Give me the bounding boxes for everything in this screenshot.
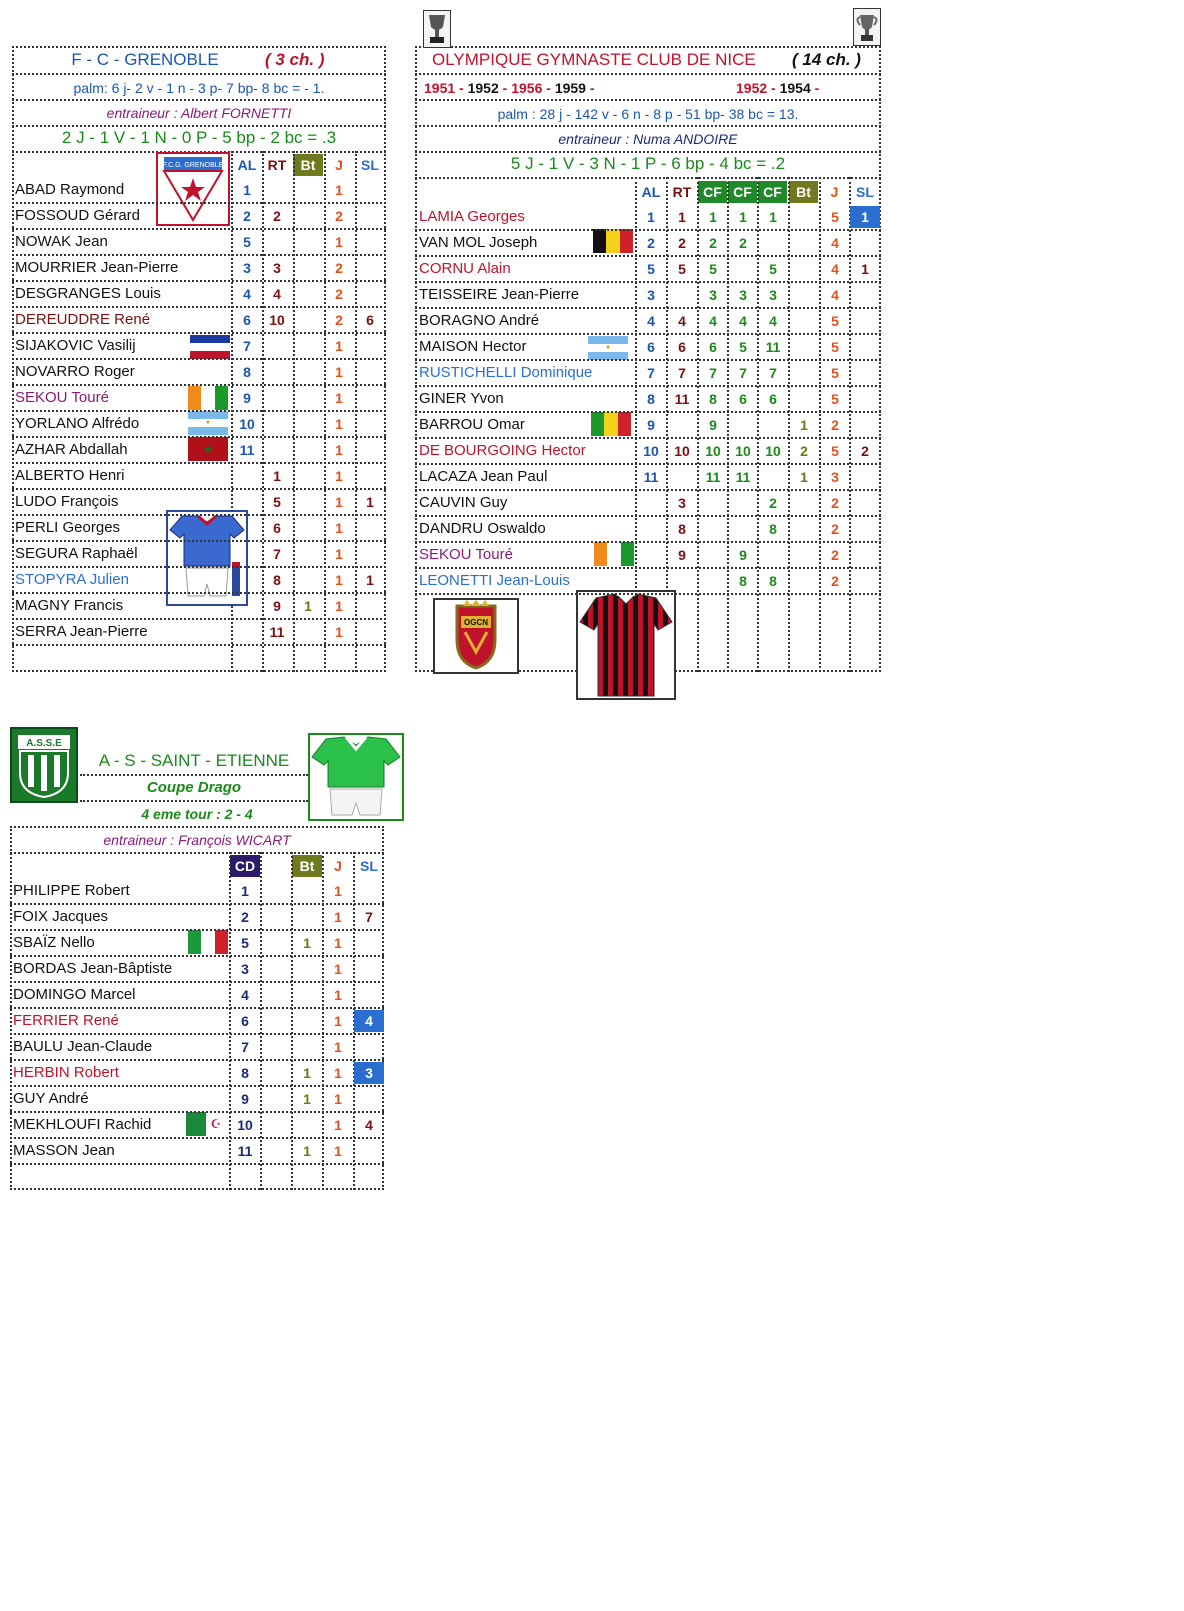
stetienne-col-bt: Bt — [292, 855, 322, 877]
cell-j: 1 — [334, 1091, 342, 1107]
cell-al: 9 — [243, 390, 251, 406]
player-name: GUY André — [13, 1090, 89, 1107]
cell-cf2: 11 — [735, 469, 751, 485]
cell-j: 2 — [831, 547, 839, 563]
player-name: DANDRU Oswaldo — [419, 520, 546, 537]
cell-cd: 11 — [237, 1143, 253, 1159]
cell-j: 1 — [335, 598, 343, 614]
cell-al: 8 — [647, 391, 655, 407]
grenoble-coach: entraineur : Albert FORNETTI — [106, 105, 292, 121]
player-name: LACAZA Jean Paul — [419, 468, 548, 485]
grenoble-champ: ( 3 ch. ) — [265, 50, 325, 69]
player-name: YORLANO Alfrédo — [15, 415, 140, 432]
player-name: MASSON Jean — [13, 1142, 115, 1159]
player-name: NOWAK Jean — [15, 233, 108, 250]
cell-sl: 6 — [366, 312, 374, 328]
cell-j: 1 — [334, 1013, 342, 1029]
cell-cd: 7 — [241, 1039, 249, 1055]
nice-champ: ( 14 ch. ) — [792, 50, 861, 69]
cell-cf3: 1 — [769, 209, 777, 225]
nice-jersey — [576, 590, 676, 700]
cell-j: 1 — [334, 961, 342, 977]
cell-cf2: 1 — [739, 209, 747, 225]
cell-cf1: 11 — [705, 469, 721, 485]
player-name: ALBERTO Henri — [15, 467, 125, 484]
cell-j: 1 — [335, 338, 343, 354]
cell-j: 2 — [831, 573, 839, 589]
grenoble-title: F - C - GRENOBLE — [71, 50, 219, 69]
nice-col-cf1: CF — [698, 181, 727, 203]
cell-j: 5 — [831, 443, 839, 459]
cell-j: 2 — [335, 312, 343, 328]
argentina-flag: ● — [188, 411, 228, 435]
cell-cd: 9 — [241, 1091, 249, 1107]
cell-al: 6 — [243, 312, 251, 328]
grenoble-col-bt: Bt — [293, 154, 323, 176]
player-name: ABAD Raymond — [15, 181, 125, 198]
stetienne-cup: Coupe Drago — [146, 779, 242, 796]
cell-rt: 10 — [674, 443, 690, 459]
cell-j: 1 — [335, 572, 343, 588]
cell-rt: 5 — [273, 494, 281, 510]
cell-rt: 8 — [678, 521, 686, 537]
player-name: RUSTICHELLI Dominique — [419, 364, 593, 381]
trophy-icon-right — [853, 8, 881, 46]
nice-coach: entraineur : Numa ANDOIRE — [558, 131, 738, 147]
cell-al: 10 — [239, 416, 255, 432]
cell-j: 2 — [335, 286, 343, 302]
cell-rt: 1 — [678, 209, 686, 225]
cell-j: 1 — [335, 520, 343, 536]
player-name: SEKOU Touré — [15, 389, 109, 406]
cell-cf3: 11 — [765, 339, 781, 355]
cell-cd: 3 — [241, 961, 249, 977]
cell-j: 2 — [831, 521, 839, 537]
cell-rt: 3 — [678, 495, 686, 511]
grenoble-col-sl: SL — [361, 157, 379, 173]
cell-cf2: 7 — [739, 365, 747, 381]
stetienne-crest-text: A.S.S.E — [26, 738, 62, 749]
nice-palm: palm : 28 j - 142 v - 6 n - 8 p - 51 bp- 38 bc = 13. — [497, 106, 799, 122]
cell-rt: 7 — [273, 546, 281, 562]
cell-j: 5 — [831, 391, 839, 407]
trophy-icon-left — [423, 10, 451, 48]
cell-al: 5 — [647, 261, 655, 277]
player-name: LUDO François — [15, 493, 119, 510]
cell-cf1: 2 — [709, 235, 717, 251]
cell-j: 1 — [334, 1143, 342, 1159]
cell-cd: 4 — [241, 987, 249, 1003]
cell-j: 2 — [335, 260, 343, 276]
nice-years-right: 1952 - 1954 - — [736, 80, 820, 96]
cell-cf1: 4 — [709, 313, 717, 329]
cell-cd: 6 — [241, 1013, 249, 1029]
cell-rt: 11 — [269, 624, 285, 640]
cell-al: 10 — [643, 443, 659, 459]
nice-col-cf3: CF — [758, 181, 787, 203]
player-name: DOMINGO Marcel — [13, 986, 136, 1003]
cell-cf3: 8 — [769, 521, 777, 537]
cell-bt: 1 — [304, 598, 312, 614]
cell-bt: 1 — [800, 417, 808, 433]
nice-col-sl: SL — [856, 184, 874, 200]
cell-cf2: 9 — [739, 547, 747, 563]
cell-bt: 1 — [303, 1143, 311, 1159]
cell-j: 1 — [334, 909, 342, 925]
nice-col-al: AL — [641, 184, 661, 200]
player-name: DESGRANGES Louis — [15, 285, 161, 302]
player-name: PHILIPPE Robert — [13, 882, 130, 899]
grenoble-crest — [156, 152, 230, 226]
cell-al: 11 — [643, 469, 659, 485]
cell-j: 5 — [831, 209, 839, 225]
cell-cf2: 5 — [739, 339, 747, 355]
algeria-flag: ☪ — [186, 1112, 226, 1136]
player-name: LAMIA Georges — [419, 208, 525, 225]
cell-j: 1 — [334, 1039, 342, 1055]
grenoble-record: 2 J - 1 V - 1 N - 0 P - 5 bp - 2 bc = .3 — [61, 128, 337, 147]
yugoslavia-flag — [190, 335, 230, 359]
player-name: MOURRIER Jean-Pierre — [15, 259, 179, 276]
player-name: CORNU Alain — [419, 260, 511, 277]
player-name: BORDAS Jean-Bâptiste — [13, 960, 173, 977]
cell-rt: 10 — [269, 312, 285, 328]
cell-bt: 1 — [303, 935, 311, 951]
cell-j: 3 — [831, 469, 839, 485]
cell-cd: 1 — [241, 883, 249, 899]
player-name: STOPYRA Julien — [15, 571, 129, 588]
player-name: SEGURA Raphaël — [15, 545, 138, 562]
cell-j: 5 — [831, 365, 839, 381]
cell-cf1: 7 — [709, 365, 717, 381]
cell-sl: 7 — [365, 909, 373, 925]
cell-j: 1 — [334, 935, 342, 951]
nice-crest-text: OGCN — [464, 618, 488, 627]
grenoble-col-rt: RT — [267, 157, 287, 173]
cell-j: 1 — [335, 546, 343, 562]
cell-bt: 2 — [800, 443, 808, 459]
cell-rt: 7 — [678, 365, 686, 381]
cell-al: 11 — [239, 442, 255, 458]
cell-bt: 1 — [800, 469, 808, 485]
cell-sl: 4 — [354, 1010, 384, 1032]
cell-sl: 2 — [861, 443, 869, 459]
cell-cf3: 8 — [769, 573, 777, 589]
cell-rt: 6 — [273, 520, 281, 536]
cell-rt: 9 — [273, 598, 281, 614]
cell-cf3: 3 — [769, 287, 777, 303]
player-name: NOVARRO Roger — [15, 363, 135, 380]
argentina-flag-nice: ● — [588, 336, 628, 360]
belgium-flag — [593, 229, 633, 253]
player-name: DE BOURGOING Hector — [419, 442, 586, 459]
grenoble-crest-text: F.C.G. GRENOBLE — [162, 162, 224, 169]
grenoble-col-al: AL — [237, 157, 257, 173]
cell-j: 1 — [335, 182, 343, 198]
cell-cf2: 3 — [739, 287, 747, 303]
player-name: LEONETTI Jean-Louis — [419, 572, 570, 589]
player-name: CAUVIN Guy — [419, 494, 508, 511]
stetienne-round: 4 eme tour : 2 - 4 — [141, 806, 253, 822]
cell-al: 4 — [243, 286, 251, 302]
cell-al: 2 — [647, 235, 655, 251]
cell-al: 4 — [647, 313, 655, 329]
cell-rt: 3 — [273, 260, 281, 276]
cell-bt: 1 — [303, 1065, 311, 1081]
cell-cf1: 10 — [705, 443, 721, 459]
nice-years-left: 1951 - 1952 - 1956 - 1959 - — [424, 80, 595, 96]
stetienne-col-sl: SL — [360, 858, 378, 874]
cell-cf3: 7 — [769, 365, 777, 381]
nice-col-j: J — [830, 184, 839, 200]
cell-sl: 1 — [366, 494, 374, 510]
player-name: FOSSOUD Gérard — [15, 207, 141, 224]
cell-rt: 5 — [678, 261, 686, 277]
stetienne-coach: entraineur : François WICART — [103, 832, 291, 848]
cell-sl: 1 — [861, 261, 869, 277]
cell-j: 1 — [335, 364, 343, 380]
cell-rt: 6 — [678, 339, 686, 355]
cell-j: 1 — [334, 987, 342, 1003]
cell-j: 1 — [335, 468, 343, 484]
cell-rt: 9 — [678, 547, 686, 563]
player-name: SIJAKOVIC Vasilij — [15, 337, 136, 354]
nice-record: 5 J - 1 V - 3 N - 1 P - 6 bp - 4 bc = .2 — [510, 154, 786, 173]
cell-j: 1 — [335, 494, 343, 510]
cell-j: 1 — [335, 234, 343, 250]
cell-al: 3 — [243, 260, 251, 276]
cell-sl: 4 — [365, 1117, 373, 1133]
player-name: AZHAR Abdallah — [15, 441, 128, 458]
nice-col-rt: RT — [672, 184, 692, 200]
cell-al: 7 — [243, 338, 251, 354]
ivory-coast-flag-nice — [594, 542, 634, 566]
stetienne-title: A - S - SAINT - ETIENNE — [98, 751, 290, 770]
cell-rt: 4 — [678, 313, 686, 329]
cell-cf1: 5 — [709, 261, 717, 277]
cell-cd: 2 — [241, 909, 249, 925]
player-name: BORAGNO André — [419, 312, 540, 329]
cell-j: 4 — [831, 287, 839, 303]
cell-cf1: 8 — [709, 391, 717, 407]
cell-cf3: 4 — [769, 313, 777, 329]
cell-al: 7 — [647, 365, 655, 381]
cell-al: 2 — [243, 208, 251, 224]
grenoble-col-j: J — [335, 157, 343, 173]
cell-cd: 8 — [241, 1065, 249, 1081]
cell-cf2: 8 — [739, 573, 747, 589]
player-name: PERLI Georges — [15, 519, 121, 536]
mali-flag — [591, 412, 631, 436]
player-name: BAULU Jean-Claude — [13, 1038, 153, 1055]
cell-cf2: 6 — [739, 391, 747, 407]
player-name: SBAÏZ Nello — [13, 934, 95, 951]
cell-cf2: 10 — [735, 443, 751, 459]
player-name: SEKOU Touré — [419, 546, 513, 563]
cell-sl: 1 — [366, 572, 374, 588]
cell-al: 1 — [243, 182, 251, 198]
cell-cf1: 3 — [709, 287, 717, 303]
stetienne-col-j: J — [334, 858, 342, 874]
cell-rt: 8 — [273, 572, 281, 588]
player-name: GINER Yvon — [419, 390, 504, 407]
player-name: VAN MOL Joseph — [419, 234, 538, 251]
player-name: BARROU Omar — [419, 416, 525, 433]
player-name: DEREUDDRE René — [15, 311, 151, 328]
cell-cf2: 4 — [739, 313, 747, 329]
cell-j: 4 — [831, 235, 839, 251]
cell-j: 2 — [831, 417, 839, 433]
cell-cd: 10 — [237, 1117, 253, 1133]
cell-j: 1 — [335, 624, 343, 640]
cell-bt: 1 — [303, 1091, 311, 1107]
cell-j: 5 — [831, 339, 839, 355]
cell-cd: 5 — [241, 935, 249, 951]
cell-al: 8 — [243, 364, 251, 380]
cell-rt: 11 — [674, 391, 690, 407]
cell-cf3: 10 — [765, 443, 781, 459]
nice-col-bt: Bt — [789, 181, 818, 203]
cell-rt: 2 — [678, 235, 686, 251]
morocco-flag: ★ — [188, 437, 228, 461]
cell-rt: 4 — [273, 286, 281, 302]
cell-j: 1 — [334, 883, 342, 899]
cell-rt: 1 — [273, 468, 281, 484]
cell-al: 9 — [647, 417, 655, 433]
cell-j: 5 — [831, 313, 839, 329]
player-name: FERRIER René — [13, 1012, 119, 1029]
grenoble-palm: palm: 6 j- 2 v - 1 n - 3 p- 7 bp- 8 bc = - 1. — [73, 80, 325, 96]
cell-j: 1 — [335, 390, 343, 406]
player-name: FOIX Jacques — [13, 908, 109, 925]
cell-cf3: 6 — [769, 391, 777, 407]
nice-title: OLYMPIQUE GYMNASTE CLUB DE NICE — [432, 50, 756, 69]
ivory-coast-flag — [188, 386, 228, 410]
player-name: MAISON Hector — [419, 338, 527, 355]
player-name: MEKHLOUFI Rachid — [13, 1116, 152, 1133]
player-name: TEISSEIRE Jean-Pierre — [419, 286, 580, 303]
cell-j: 1 — [335, 442, 343, 458]
nice-crest — [433, 598, 519, 674]
cell-j: 1 — [334, 1117, 342, 1133]
cell-j: 2 — [335, 208, 343, 224]
cell-al: 5 — [243, 234, 251, 250]
cell-al: 6 — [647, 339, 655, 355]
cell-j: 1 — [335, 416, 343, 432]
player-name: MAGNY Francis — [15, 597, 124, 614]
cell-cf3: 5 — [769, 261, 777, 277]
cell-rt: 2 — [273, 208, 281, 224]
cell-al: 1 — [647, 209, 655, 225]
cell-j: 4 — [831, 261, 839, 277]
player-name: SERRA Jean-Pierre — [15, 623, 148, 640]
cell-al: 3 — [647, 287, 655, 303]
player-name: HERBIN Robert — [13, 1064, 119, 1081]
cell-j: 1 — [334, 1065, 342, 1081]
cell-cf3: 2 — [769, 495, 777, 511]
cell-sl: 3 — [354, 1062, 384, 1084]
cell-sl: 1 — [850, 206, 880, 228]
italy-flag — [188, 930, 228, 954]
cell-cf1: 6 — [709, 339, 717, 355]
cell-j: 2 — [831, 495, 839, 511]
cell-cf1: 9 — [709, 417, 717, 433]
stetienne-col-cd: CD — [230, 855, 260, 877]
cell-cf2: 2 — [739, 235, 747, 251]
nice-col-cf2: CF — [728, 181, 757, 203]
cell-cf1: 1 — [709, 209, 717, 225]
stetienne-crest — [10, 727, 78, 803]
